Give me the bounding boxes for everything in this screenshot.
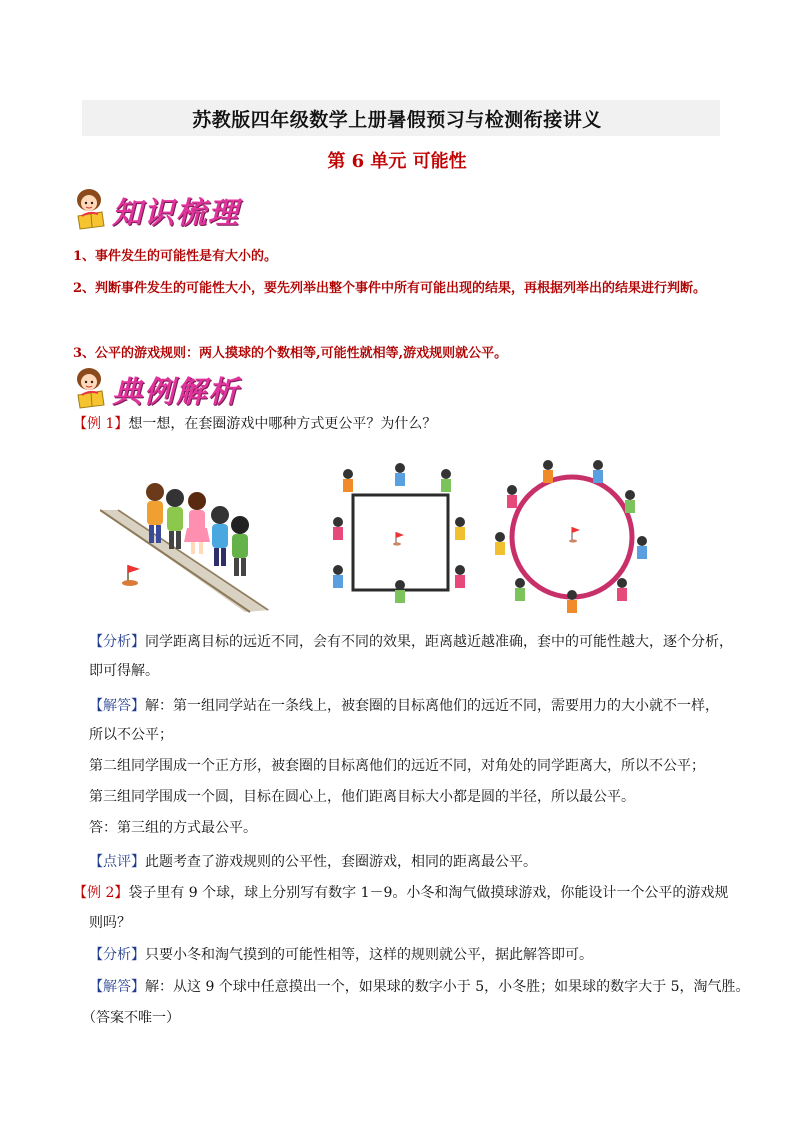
illustration-square-formation: [328, 460, 468, 610]
example2-label: 【例 2】: [73, 885, 129, 901]
answer-label: 【解答】: [89, 979, 145, 995]
example2-answer-line1: [89, 977, 750, 997]
example2-question: 袋子里有 9 个球，球上分别写有数字 1－9。小冬和淘气做摸球游戏，你能设计一个公平的游戏规: [128, 885, 729, 901]
example1-answer-line2: 所以不公平；: [89, 727, 173, 743]
illustration-circle-formation: [490, 455, 655, 615]
section-heading-examples: [72, 365, 312, 411]
example2-question-line2: 则吗？: [89, 915, 131, 931]
illustration-line-formation: [100, 470, 270, 615]
analysis-text: 同学距离目标的远近不同，会有不同的效果，距离越近越准确，套中的可能性越大，逐个分析，: [145, 634, 733, 650]
knowledge-item-2: 2、判断事件发生的可能性大小，要先列举出整个事件中所有可能出现的结果，再根据列举出的结果进行判断。: [73, 281, 707, 296]
section-heading-text: 典例解析: [112, 375, 240, 410]
answer-text: 解：从这 9 个球中任意摸出一个，如果球的数字小于 5，小冬胜；如果球的数字大于 5，淘气胜。: [145, 979, 750, 995]
knowledge-item-1: 1、事件发生的可能性是有大小的。: [73, 249, 278, 264]
answer-text: 解：第一组同学站在一条线上，被套圈的目标离他们的远近不同，需要用力的大小就不一样，: [145, 698, 719, 714]
example2-answer-line2: （答案不唯一）: [82, 1010, 180, 1026]
example2-question-line1: [73, 883, 728, 903]
example1-answer-line5: 答：第三组的方式最公平。: [89, 820, 257, 836]
section-heading-text: 知识梳理: [112, 196, 240, 231]
answer-label: 【解答】: [89, 698, 145, 714]
example1-analysis-line1: [89, 632, 733, 652]
page-title: 苏教版四年级数学上册暑假预习与检测衔接讲义: [192, 109, 602, 131]
section-heading-knowledge: [72, 186, 312, 232]
comment-text: 此题考查了游戏规则的公平性，套圈游戏，相同的距离最公平。: [145, 854, 537, 870]
unit-subtitle: 第 6 单元 可能性: [327, 151, 467, 172]
example2-analysis-line: [89, 945, 593, 965]
example1-answer-line1: [89, 696, 719, 716]
example1-answer-line3: 第二组同学围成一个正方形，被套圈的目标离他们的远近不同，对角处的同学距离大，所以不公平；: [89, 758, 705, 774]
knowledge-item-3: 3、公平的游戏规则：两人摸球的个数相等,可能性就相等,游戏规则就公平。: [73, 346, 508, 361]
girl-reading-icon: [72, 365, 112, 411]
analysis-label: 【分析】: [89, 947, 145, 963]
example1-question-line: [73, 414, 436, 434]
example1-analysis-line2: 即可得解。: [89, 663, 159, 679]
example1-question: 想一想，在套圈游戏中哪种方式更公平？为什么？: [128, 416, 437, 432]
girl-reading-icon: [72, 186, 112, 232]
example1-label: 【例 1】: [73, 416, 129, 432]
analysis-label: 【分析】: [89, 634, 145, 650]
analysis-text: 只要小冬和淘气摸到的可能性相等，这样的规则就公平，据此解答即可。: [145, 947, 593, 963]
example1-answer-line4: 第三组同学围成一个圆，目标在圆心上，他们距离目标大小都是圆的半径，所以最公平。: [89, 789, 635, 805]
comment-label: 【点评】: [89, 854, 145, 870]
example1-comment-line: [89, 852, 537, 872]
